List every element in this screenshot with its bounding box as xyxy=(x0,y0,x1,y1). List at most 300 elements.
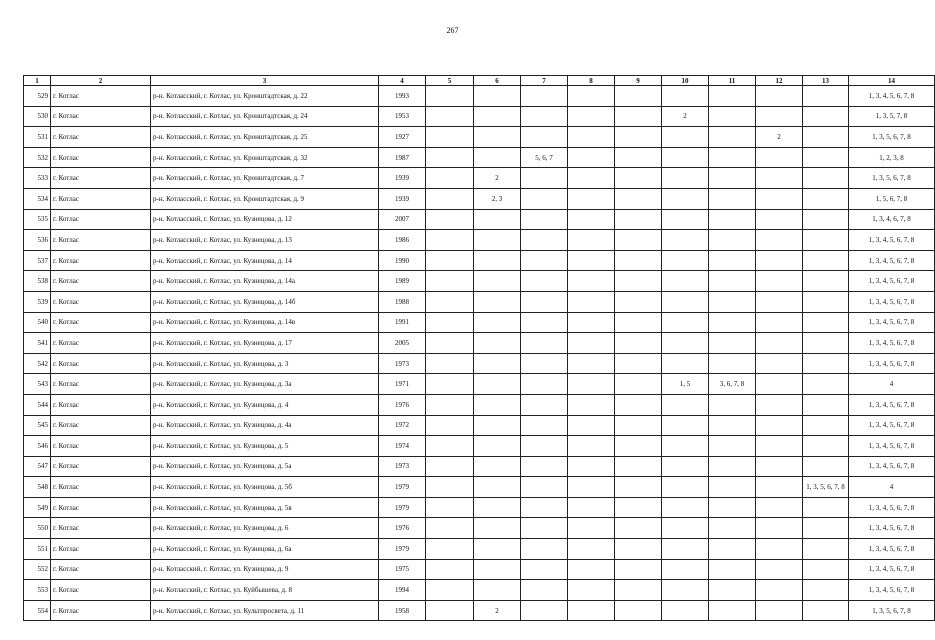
cell-row-number: 536 xyxy=(24,230,51,251)
cell-row-number: 540 xyxy=(24,312,51,333)
cell-year-built: 2007 xyxy=(379,209,426,230)
cell-col-7 xyxy=(521,518,568,539)
cell-settlement: г. Котлас xyxy=(51,230,151,251)
cell-col-13 xyxy=(803,394,849,415)
cell-col-8 xyxy=(568,415,615,436)
cell-col-9 xyxy=(615,353,662,374)
cell-col-14: 1, 3, 5, 7, 8 xyxy=(849,106,935,127)
cell-col-13 xyxy=(803,188,849,209)
cell-col-11 xyxy=(709,456,756,477)
cell-settlement: г. Котлас xyxy=(51,374,151,395)
cell-col-11 xyxy=(709,86,756,107)
cell-col-10 xyxy=(662,333,709,354)
cell-col-8 xyxy=(568,600,615,621)
table-row xyxy=(24,559,935,580)
cell-col-6 xyxy=(474,291,521,312)
cell-col-10 xyxy=(662,168,709,189)
cell-col-13: 1, 3, 5, 6, 7, 8 xyxy=(803,477,849,498)
cell-address: р-н. Котласский, г. Котлас, ул. Кузнецова, д. 17 xyxy=(151,333,379,354)
cell-col-8 xyxy=(568,353,615,374)
cell-col-10 xyxy=(662,394,709,415)
cell-address: р-н. Котласский, г. Котлас, ул. Кронштадтская, д. 24 xyxy=(151,106,379,127)
cell-col-13 xyxy=(803,106,849,127)
column-header-10: 10 xyxy=(662,76,709,86)
cell-settlement: г. Котлас xyxy=(51,456,151,477)
cell-address: р-н. Котласский, г. Котлас, ул. Кронштадтская, д. 22 xyxy=(151,86,379,107)
cell-col-6 xyxy=(474,497,521,518)
cell-col-7 xyxy=(521,333,568,354)
header-row xyxy=(24,76,935,86)
cell-col-5 xyxy=(426,333,474,354)
cell-col-11 xyxy=(709,147,756,168)
cell-col-14: 1, 3, 4, 5, 6, 7, 8 xyxy=(849,230,935,251)
column-header-4: 4 xyxy=(379,76,426,86)
cell-col-7 xyxy=(521,477,568,498)
cell-col-7 xyxy=(521,271,568,292)
cell-row-number: 539 xyxy=(24,291,51,312)
cell-col-11 xyxy=(709,477,756,498)
cell-col-13 xyxy=(803,436,849,457)
cell-col-10: 2 xyxy=(662,106,709,127)
cell-year-built: 1989 xyxy=(379,271,426,292)
cell-col-5 xyxy=(426,394,474,415)
cell-col-13 xyxy=(803,209,849,230)
cell-col-13 xyxy=(803,333,849,354)
cell-col-12 xyxy=(756,188,803,209)
cell-settlement: г. Котлас xyxy=(51,600,151,621)
cell-col-14: 1, 3, 4, 5, 6, 7, 8 xyxy=(849,291,935,312)
cell-year-built: 1939 xyxy=(379,188,426,209)
cell-address: р-н. Котласский, г. Котлас, ул. Кузнецова, д. 14б xyxy=(151,291,379,312)
cell-row-number: 554 xyxy=(24,600,51,621)
column-header-2: 2 xyxy=(51,76,151,86)
cell-col-12 xyxy=(756,230,803,251)
cell-col-9 xyxy=(615,436,662,457)
cell-col-6 xyxy=(474,209,521,230)
cell-col-11 xyxy=(709,106,756,127)
cell-col-7 xyxy=(521,539,568,560)
cell-address: р-н. Котласский, г. Котлас, ул. Кузнецова, д. 5 xyxy=(151,436,379,457)
cell-address: р-н. Котласский, г. Котлас, ул. Кузнецова, д. 14в xyxy=(151,312,379,333)
cell-col-11 xyxy=(709,559,756,580)
cell-col-9 xyxy=(615,188,662,209)
cell-col-11 xyxy=(709,518,756,539)
cell-col-11 xyxy=(709,353,756,374)
cell-col-6 xyxy=(474,230,521,251)
cell-col-8 xyxy=(568,291,615,312)
cell-row-number: 544 xyxy=(24,394,51,415)
table-row xyxy=(24,86,935,107)
cell-year-built: 1979 xyxy=(379,477,426,498)
cell-col-14: 1, 3, 4, 5, 6, 7, 8 xyxy=(849,539,935,560)
cell-col-5 xyxy=(426,86,474,107)
cell-col-13 xyxy=(803,539,849,560)
cell-address: р-н. Котласский, г. Котлас, ул. Кронштадтская, д. 9 xyxy=(151,188,379,209)
cell-col-10: 1, 5 xyxy=(662,374,709,395)
cell-col-5 xyxy=(426,374,474,395)
cell-col-6 xyxy=(474,106,521,127)
cell-address: р-н. Котласский, г. Котлас, ул. Кузнецова, д. 3 xyxy=(151,353,379,374)
cell-col-13 xyxy=(803,250,849,271)
cell-col-9 xyxy=(615,291,662,312)
table-row xyxy=(24,600,935,621)
cell-col-10 xyxy=(662,456,709,477)
cell-year-built: 1973 xyxy=(379,353,426,374)
cell-col-6 xyxy=(474,477,521,498)
cell-col-5 xyxy=(426,477,474,498)
column-header-14: 14 xyxy=(849,76,935,86)
cell-settlement: г. Котлас xyxy=(51,415,151,436)
cell-row-number: 551 xyxy=(24,539,51,560)
cell-row-number: 531 xyxy=(24,127,51,148)
cell-row-number: 550 xyxy=(24,518,51,539)
cell-col-14: 1, 3, 4, 5, 6, 7, 8 xyxy=(849,312,935,333)
cell-col-11 xyxy=(709,312,756,333)
page-number: 267 xyxy=(446,26,459,35)
cell-col-8 xyxy=(568,250,615,271)
cell-col-12 xyxy=(756,518,803,539)
cell-year-built: 1939 xyxy=(379,168,426,189)
cell-settlement: г. Котлас xyxy=(51,86,151,107)
cell-year-built: 1953 xyxy=(379,106,426,127)
cell-col-10 xyxy=(662,127,709,148)
cell-col-14: 1, 3, 4, 5, 6, 7, 8 xyxy=(849,559,935,580)
cell-col-6 xyxy=(474,312,521,333)
cell-row-number: 542 xyxy=(24,353,51,374)
column-header-3: 3 xyxy=(151,76,379,86)
cell-col-7 xyxy=(521,436,568,457)
cell-year-built: 1991 xyxy=(379,312,426,333)
cell-col-12 xyxy=(756,415,803,436)
cell-col-8 xyxy=(568,539,615,560)
cell-col-5 xyxy=(426,600,474,621)
cell-col-6 xyxy=(474,436,521,457)
cell-year-built: 1975 xyxy=(379,559,426,580)
table-row xyxy=(24,333,935,354)
cell-col-8 xyxy=(568,436,615,457)
cell-col-10 xyxy=(662,147,709,168)
cell-address: р-н. Котласский, г. Котлас, ул. Кузнецова, д. 14 xyxy=(151,250,379,271)
cell-col-10 xyxy=(662,312,709,333)
cell-col-5 xyxy=(426,497,474,518)
cell-row-number: 537 xyxy=(24,250,51,271)
cell-col-12 xyxy=(756,580,803,601)
cell-col-9 xyxy=(615,580,662,601)
table-row xyxy=(24,147,935,168)
cell-year-built: 1973 xyxy=(379,456,426,477)
column-header-7: 7 xyxy=(521,76,568,86)
cell-col-13 xyxy=(803,86,849,107)
cell-col-6 xyxy=(474,415,521,436)
cell-col-9 xyxy=(615,127,662,148)
cell-settlement: г. Котлас xyxy=(51,394,151,415)
cell-col-12 xyxy=(756,147,803,168)
cell-address: р-н. Котласский, г. Котлас, ул. Кузнецова, д. 6а xyxy=(151,539,379,560)
cell-col-14: 1, 3, 4, 5, 6, 7, 8 xyxy=(849,86,935,107)
cell-col-10 xyxy=(662,353,709,374)
cell-col-13 xyxy=(803,559,849,580)
cell-col-8 xyxy=(568,580,615,601)
cell-col-13 xyxy=(803,230,849,251)
cell-col-8 xyxy=(568,127,615,148)
column-header-13: 13 xyxy=(803,76,849,86)
cell-col-13 xyxy=(803,147,849,168)
cell-address: р-н. Котласский, г. Котлас, ул. Кузнецова, д. 5б xyxy=(151,477,379,498)
cell-row-number: 545 xyxy=(24,415,51,436)
cell-col-5 xyxy=(426,188,474,209)
cell-col-5 xyxy=(426,271,474,292)
cell-col-6 xyxy=(474,559,521,580)
cell-col-11 xyxy=(709,436,756,457)
cell-col-14: 1, 5, 6, 7, 8 xyxy=(849,188,935,209)
cell-year-built: 1986 xyxy=(379,230,426,251)
cell-col-11 xyxy=(709,127,756,148)
cell-col-5 xyxy=(426,559,474,580)
cell-col-14: 1, 3, 4, 5, 6, 7, 8 xyxy=(849,415,935,436)
cell-col-10 xyxy=(662,539,709,560)
table-row xyxy=(24,271,935,292)
cell-col-12 xyxy=(756,436,803,457)
cell-col-8 xyxy=(568,106,615,127)
cell-col-13 xyxy=(803,580,849,601)
cell-col-8 xyxy=(568,312,615,333)
cell-settlement: г. Котлас xyxy=(51,106,151,127)
cell-row-number: 543 xyxy=(24,374,51,395)
cell-row-number: 529 xyxy=(24,86,51,107)
cell-col-6: 2 xyxy=(474,168,521,189)
cell-year-built: 1958 xyxy=(379,600,426,621)
cell-col-13 xyxy=(803,456,849,477)
cell-col-14: 1, 3, 4, 5, 6, 7, 8 xyxy=(849,250,935,271)
cell-col-10 xyxy=(662,291,709,312)
cell-year-built: 1988 xyxy=(379,291,426,312)
cell-address: р-н. Котласский, г. Котлас, ул. Кузнецова, д. 13 xyxy=(151,230,379,251)
cell-col-14: 1, 3, 4, 5, 6, 7, 8 xyxy=(849,518,935,539)
cell-col-5 xyxy=(426,106,474,127)
cell-col-13 xyxy=(803,374,849,395)
cell-col-5 xyxy=(426,209,474,230)
cell-col-12 xyxy=(756,456,803,477)
cell-col-11 xyxy=(709,271,756,292)
cell-row-number: 535 xyxy=(24,209,51,230)
cell-settlement: г. Котлас xyxy=(51,168,151,189)
cell-year-built: 1974 xyxy=(379,436,426,457)
cell-col-7 xyxy=(521,86,568,107)
cell-col-13 xyxy=(803,127,849,148)
cell-col-13 xyxy=(803,168,849,189)
cell-col-12 xyxy=(756,394,803,415)
cell-col-8 xyxy=(568,394,615,415)
cell-address: р-н. Котласский, г. Котлас, ул. Кузнецова, д. 3а xyxy=(151,374,379,395)
cell-col-11 xyxy=(709,230,756,251)
cell-row-number: 548 xyxy=(24,477,51,498)
table-row xyxy=(24,106,935,127)
cell-settlement: г. Котлас xyxy=(51,518,151,539)
cell-col-14: 1, 3, 5, 6, 7, 8 xyxy=(849,168,935,189)
cell-settlement: г. Котлас xyxy=(51,291,151,312)
cell-col-6 xyxy=(474,456,521,477)
cell-col-9 xyxy=(615,230,662,251)
cell-col-12 xyxy=(756,374,803,395)
cell-col-9 xyxy=(615,312,662,333)
cell-settlement: г. Котлас xyxy=(51,539,151,560)
cell-col-12 xyxy=(756,539,803,560)
cell-col-14: 1, 3, 4, 5, 6, 7, 8 xyxy=(849,394,935,415)
cell-col-13 xyxy=(803,518,849,539)
cell-col-11 xyxy=(709,539,756,560)
table-row xyxy=(24,374,935,395)
cell-col-8 xyxy=(568,271,615,292)
cell-settlement: г. Котлас xyxy=(51,477,151,498)
cell-col-12: 2 xyxy=(756,127,803,148)
cell-row-number: 546 xyxy=(24,436,51,457)
register-table xyxy=(23,75,935,621)
cell-col-10 xyxy=(662,477,709,498)
cell-settlement: г. Котлас xyxy=(51,559,151,580)
cell-col-13 xyxy=(803,497,849,518)
cell-col-6 xyxy=(474,147,521,168)
cell-year-built: 1976 xyxy=(379,518,426,539)
cell-col-5 xyxy=(426,147,474,168)
cell-year-built: 1927 xyxy=(379,127,426,148)
cell-col-8 xyxy=(568,559,615,580)
table-row xyxy=(24,353,935,374)
cell-col-12 xyxy=(756,271,803,292)
cell-col-9 xyxy=(615,497,662,518)
cell-address: р-н. Котласский, г. Котлас, ул. Куйбышева, д. 8 xyxy=(151,580,379,601)
cell-col-7 xyxy=(521,230,568,251)
cell-col-13 xyxy=(803,353,849,374)
cell-year-built: 1993 xyxy=(379,86,426,107)
cell-col-11 xyxy=(709,580,756,601)
cell-col-8 xyxy=(568,333,615,354)
cell-year-built: 1994 xyxy=(379,580,426,601)
cell-address: р-н. Котласский, г. Котлас, ул. Культпросвета, д. 11 xyxy=(151,600,379,621)
cell-col-14: 4 xyxy=(849,374,935,395)
cell-col-7 xyxy=(521,312,568,333)
cell-col-12 xyxy=(756,250,803,271)
cell-row-number: 538 xyxy=(24,271,51,292)
cell-col-11 xyxy=(709,394,756,415)
cell-col-7 xyxy=(521,456,568,477)
cell-col-10 xyxy=(662,271,709,292)
cell-col-7 xyxy=(521,250,568,271)
cell-col-10 xyxy=(662,559,709,580)
cell-col-6 xyxy=(474,333,521,354)
cell-col-7 xyxy=(521,168,568,189)
cell-col-9 xyxy=(615,271,662,292)
cell-col-8 xyxy=(568,230,615,251)
cell-col-10 xyxy=(662,209,709,230)
cell-col-12 xyxy=(756,86,803,107)
cell-col-6 xyxy=(474,127,521,148)
cell-col-9 xyxy=(615,456,662,477)
cell-col-7 xyxy=(521,600,568,621)
cell-address: р-н. Котласский, г. Котлас, ул. Кронштадтская, д. 7 xyxy=(151,168,379,189)
cell-settlement: г. Котлас xyxy=(51,250,151,271)
cell-col-14: 1, 3, 4, 5, 6, 7, 8 xyxy=(849,333,935,354)
cell-col-8 xyxy=(568,188,615,209)
cell-col-6 xyxy=(474,394,521,415)
table-row xyxy=(24,250,935,271)
cell-col-7 xyxy=(521,127,568,148)
table-row xyxy=(24,209,935,230)
cell-col-7 xyxy=(521,394,568,415)
cell-col-12 xyxy=(756,559,803,580)
cell-col-6: 2 xyxy=(474,600,521,621)
cell-address: р-н. Котласский, г. Котлас, ул. Кронштадтская, д. 25 xyxy=(151,127,379,148)
cell-col-12 xyxy=(756,209,803,230)
cell-year-built: 1971 xyxy=(379,374,426,395)
cell-settlement: г. Котлас xyxy=(51,353,151,374)
cell-col-6 xyxy=(474,250,521,271)
cell-col-9 xyxy=(615,250,662,271)
column-header-5: 5 xyxy=(426,76,474,86)
cell-col-12 xyxy=(756,106,803,127)
cell-col-9 xyxy=(615,394,662,415)
cell-col-6 xyxy=(474,518,521,539)
cell-col-13 xyxy=(803,600,849,621)
cell-col-11 xyxy=(709,600,756,621)
cell-row-number: 552 xyxy=(24,559,51,580)
cell-col-7 xyxy=(521,415,568,436)
cell-col-8 xyxy=(568,209,615,230)
table-row xyxy=(24,127,935,148)
cell-col-7 xyxy=(521,209,568,230)
cell-col-14: 1, 3, 4, 5, 6, 7, 8 xyxy=(849,271,935,292)
cell-settlement: г. Котлас xyxy=(51,271,151,292)
cell-col-11 xyxy=(709,209,756,230)
cell-col-14: 1, 3, 4, 5, 6, 7, 8 xyxy=(849,353,935,374)
cell-col-5 xyxy=(426,291,474,312)
cell-col-5 xyxy=(426,230,474,251)
cell-col-12 xyxy=(756,353,803,374)
column-header-8: 8 xyxy=(568,76,615,86)
cell-col-6 xyxy=(474,374,521,395)
cell-col-12 xyxy=(756,168,803,189)
cell-row-number: 547 xyxy=(24,456,51,477)
cell-col-14: 1, 3, 4, 5, 6, 7, 8 xyxy=(849,497,935,518)
cell-col-10 xyxy=(662,415,709,436)
cell-address: р-н. Котласский, г. Котлас, ул. Кузнецова, д. 5в xyxy=(151,497,379,518)
cell-col-7 xyxy=(521,353,568,374)
cell-address: р-н. Котласский, г. Котлас, ул. Кузнецова, д. 9 xyxy=(151,559,379,580)
cell-year-built: 1979 xyxy=(379,497,426,518)
cell-settlement: г. Котлас xyxy=(51,127,151,148)
cell-settlement: г. Котлас xyxy=(51,209,151,230)
cell-row-number: 532 xyxy=(24,147,51,168)
cell-col-9 xyxy=(615,374,662,395)
cell-col-7 xyxy=(521,106,568,127)
cell-col-11 xyxy=(709,168,756,189)
cell-col-8 xyxy=(568,374,615,395)
cell-row-number: 530 xyxy=(24,106,51,127)
cell-col-12 xyxy=(756,477,803,498)
cell-col-9 xyxy=(615,518,662,539)
cell-settlement: г. Котлас xyxy=(51,147,151,168)
cell-col-9 xyxy=(615,86,662,107)
cell-year-built: 2005 xyxy=(379,333,426,354)
cell-col-14: 4 xyxy=(849,477,935,498)
table-row xyxy=(24,415,935,436)
cell-col-5 xyxy=(426,250,474,271)
table-row xyxy=(24,518,935,539)
cell-year-built: 1976 xyxy=(379,394,426,415)
column-header-9: 9 xyxy=(615,76,662,86)
cell-col-5 xyxy=(426,312,474,333)
table-row xyxy=(24,312,935,333)
table-row xyxy=(24,168,935,189)
